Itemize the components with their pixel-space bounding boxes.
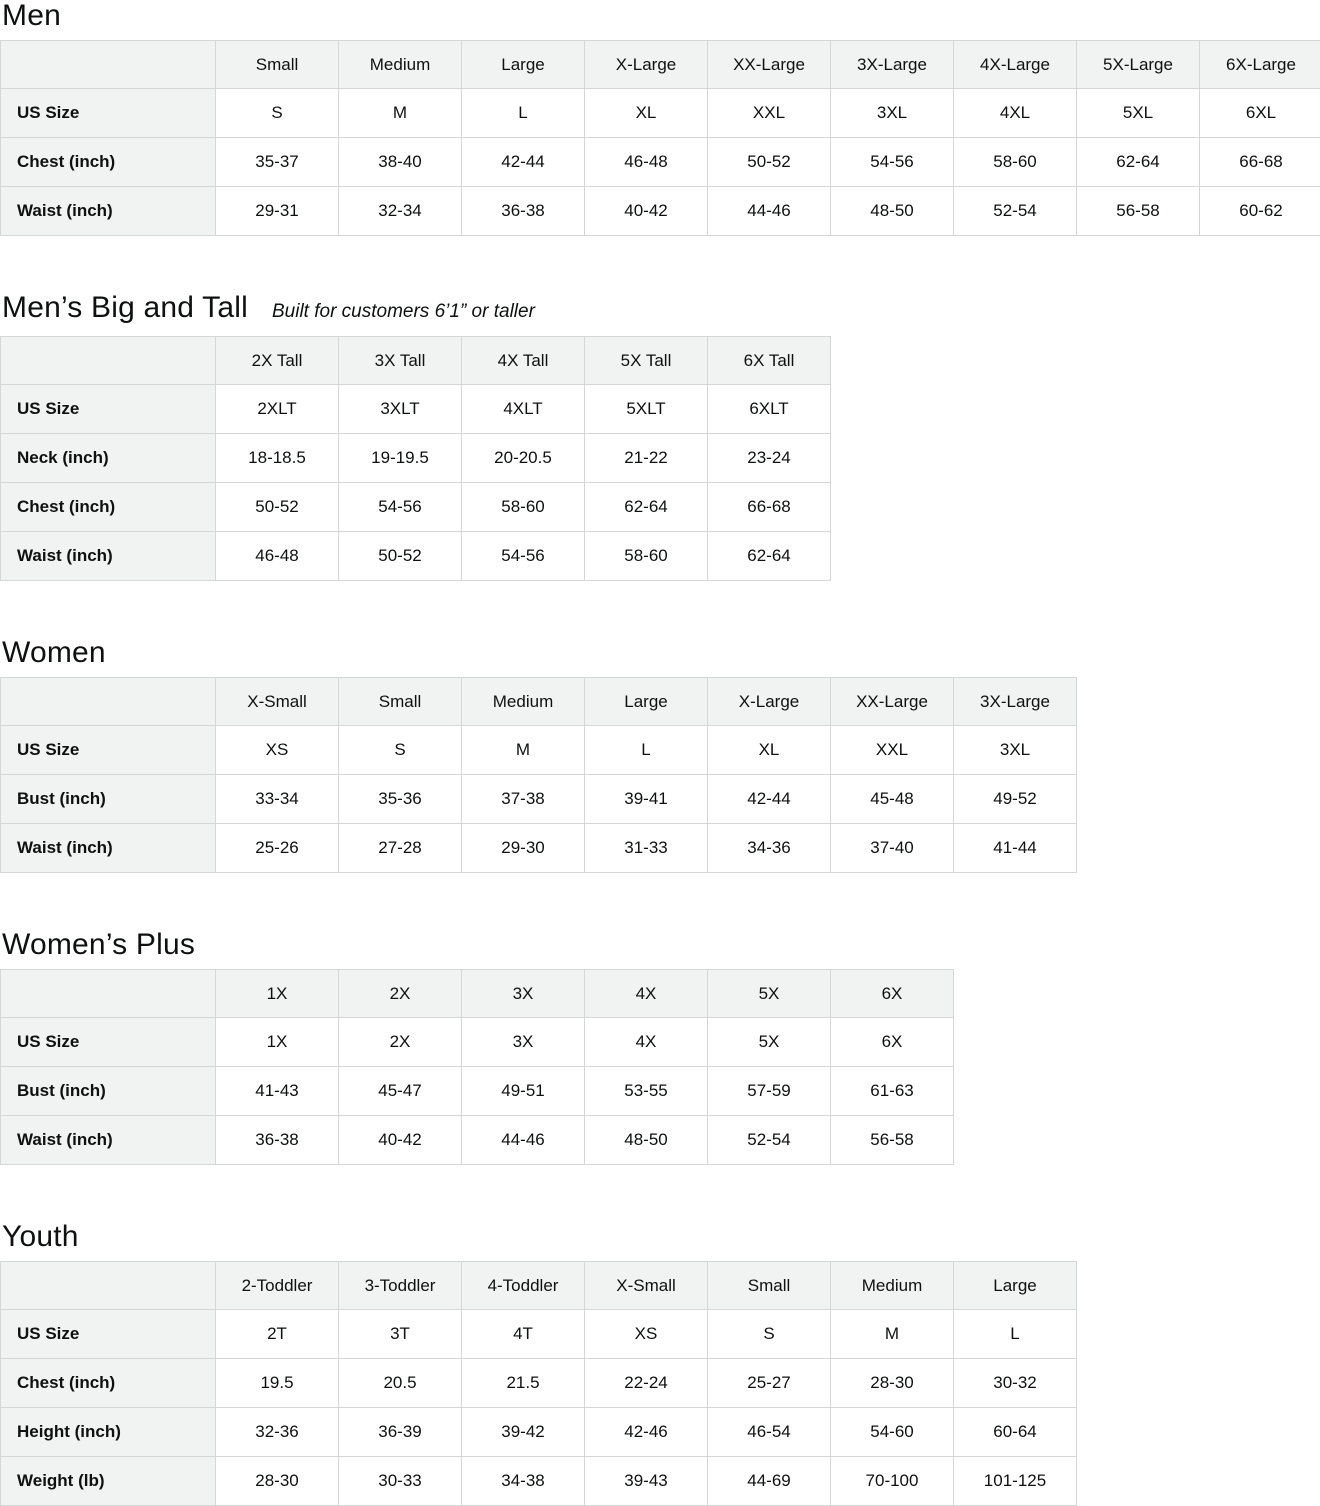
- table-cell: 62-64: [585, 483, 708, 532]
- table-cell: 54-56: [462, 532, 585, 581]
- section-title-text: Men: [2, 0, 61, 32]
- table-cell: 60-62: [1200, 187, 1320, 236]
- table-cell: 49-52: [954, 775, 1077, 824]
- table-cell: 36-39: [339, 1408, 462, 1457]
- column-header: Large: [462, 41, 585, 89]
- table-cell: 49-51: [462, 1067, 585, 1116]
- table-cell: 61-63: [831, 1067, 954, 1116]
- column-header: 3X Tall: [339, 337, 462, 385]
- table-cell: 6XL: [1200, 89, 1320, 138]
- table-cell: 6X: [831, 1018, 954, 1067]
- row-label: Height (inch): [1, 1408, 216, 1457]
- table-cell: 50-52: [339, 532, 462, 581]
- table-cell: 5XLT: [585, 385, 708, 434]
- table-cell: 52-54: [708, 1116, 831, 1165]
- table-cell: 5X: [708, 1018, 831, 1067]
- column-header: 3-Toddler: [339, 1262, 462, 1310]
- table-cell: S: [708, 1310, 831, 1359]
- table-cell: 2XLT: [216, 385, 339, 434]
- section-title: [2, 292, 1320, 328]
- row-label: US Size: [1, 726, 216, 775]
- section-title-text: Men’s Big and Tall: [2, 291, 248, 324]
- table-cell: 28-30: [831, 1359, 954, 1408]
- table-cell: 35-37: [216, 138, 339, 187]
- table-cell: 28-30: [216, 1457, 339, 1506]
- table-cell: 46-48: [216, 532, 339, 581]
- table-cell: 38-40: [339, 138, 462, 187]
- table-cell: 3XL: [954, 726, 1077, 775]
- table-cell: 34-38: [462, 1457, 585, 1506]
- column-header: 3X-Large: [954, 678, 1077, 726]
- table-row: [1, 775, 1077, 824]
- table-cell: 40-42: [339, 1116, 462, 1165]
- section-youth: [0, 1221, 1320, 1506]
- table-cell: XXL: [708, 89, 831, 138]
- table-cell: 101-125: [954, 1457, 1077, 1506]
- size-table-women: [0, 677, 1077, 873]
- table-row: [1, 824, 1077, 873]
- column-header: 5X: [708, 970, 831, 1018]
- table-cell: 25-26: [216, 824, 339, 873]
- table-cell: 33-34: [216, 775, 339, 824]
- table-cell: 50-52: [708, 138, 831, 187]
- table-cell: 37-40: [831, 824, 954, 873]
- size-table-youth: [0, 1261, 1077, 1506]
- column-header: 6X-Large: [1200, 41, 1320, 89]
- table-cell: L: [585, 726, 708, 775]
- column-header: 2-Toddler: [216, 1262, 339, 1310]
- table-row: [1, 1457, 1077, 1506]
- table-cell: 29-31: [216, 187, 339, 236]
- table-cell: XXL: [831, 726, 954, 775]
- table-cell: 35-36: [339, 775, 462, 824]
- table-row: [1, 1067, 954, 1116]
- column-header: Large: [585, 678, 708, 726]
- table-row: [1, 385, 831, 434]
- table-cell: 54-56: [831, 138, 954, 187]
- table-cell: 48-50: [831, 187, 954, 236]
- row-label: Waist (inch): [1, 187, 216, 236]
- column-header: 6X: [831, 970, 954, 1018]
- table-cell: 60-64: [954, 1408, 1077, 1457]
- row-label: US Size: [1, 89, 216, 138]
- column-header: X-Large: [585, 41, 708, 89]
- table-cell: 57-59: [708, 1067, 831, 1116]
- size-table-women-s-plus: [0, 969, 954, 1165]
- table-cell: 22-24: [585, 1359, 708, 1408]
- table-cell: 3T: [339, 1310, 462, 1359]
- row-label: Waist (inch): [1, 824, 216, 873]
- section-women: [0, 637, 1320, 873]
- column-header: Medium: [462, 678, 585, 726]
- table-cell: 23-24: [708, 434, 831, 483]
- header-row: [1, 1262, 1077, 1310]
- table-cell: 56-58: [831, 1116, 954, 1165]
- header-row: [1, 970, 954, 1018]
- column-header: Small: [708, 1262, 831, 1310]
- table-row: [1, 89, 1320, 138]
- table-cell: 29-30: [462, 824, 585, 873]
- corner-cell: [1, 970, 216, 1018]
- row-label: Waist (inch): [1, 532, 216, 581]
- column-header: 4X-Large: [954, 41, 1077, 89]
- table-row: [1, 434, 831, 483]
- table-cell: 36-38: [216, 1116, 339, 1165]
- table-cell: XL: [708, 726, 831, 775]
- table-cell: L: [462, 89, 585, 138]
- table-cell: 50-52: [216, 483, 339, 532]
- table-cell: 31-33: [585, 824, 708, 873]
- table-cell: 46-54: [708, 1408, 831, 1457]
- row-label: US Size: [1, 385, 216, 434]
- table-cell: 44-46: [462, 1116, 585, 1165]
- row-label: Chest (inch): [1, 483, 216, 532]
- table-cell: 44-46: [708, 187, 831, 236]
- column-header: X-Large: [708, 678, 831, 726]
- section-title-text: Youth: [2, 1220, 79, 1253]
- table-cell: 30-32: [954, 1359, 1077, 1408]
- table-cell: 48-50: [585, 1116, 708, 1165]
- table-cell: 58-60: [954, 138, 1077, 187]
- table-cell: XL: [585, 89, 708, 138]
- size-table-men: [0, 40, 1320, 236]
- column-header: Small: [339, 678, 462, 726]
- section-men-s-big-and-tall: [0, 292, 1320, 581]
- section-women-s-plus: [0, 929, 1320, 1165]
- table-cell: 62-64: [1077, 138, 1200, 187]
- row-label: US Size: [1, 1310, 216, 1359]
- column-header: Small: [216, 41, 339, 89]
- table-cell: 2X: [339, 1018, 462, 1067]
- table-cell: 3XLT: [339, 385, 462, 434]
- section-title: [2, 929, 1320, 961]
- table-cell: 46-48: [585, 138, 708, 187]
- column-header: 3X-Large: [831, 41, 954, 89]
- table-cell: 30-33: [339, 1457, 462, 1506]
- table-cell: 41-44: [954, 824, 1077, 873]
- table-cell: XS: [585, 1310, 708, 1359]
- table-cell: 39-43: [585, 1457, 708, 1506]
- table-cell: 32-36: [216, 1408, 339, 1457]
- table-row: [1, 532, 831, 581]
- table-row: [1, 1359, 1077, 1408]
- size-table-men-s-big-and-tall: [0, 336, 831, 581]
- table-cell: 32-34: [339, 187, 462, 236]
- table-row: [1, 726, 1077, 775]
- table-cell: 45-48: [831, 775, 954, 824]
- table-row: [1, 1310, 1077, 1359]
- row-label: US Size: [1, 1018, 216, 1067]
- table-cell: 36-38: [462, 187, 585, 236]
- table-cell: 58-60: [585, 532, 708, 581]
- table-cell: 19-19.5: [339, 434, 462, 483]
- section-subtitle: Built for customers 6’1” or taller: [272, 301, 535, 322]
- table-row: [1, 138, 1320, 187]
- corner-cell: [1, 41, 216, 89]
- table-cell: 42-46: [585, 1408, 708, 1457]
- header-row: [1, 678, 1077, 726]
- table-cell: 3X: [462, 1018, 585, 1067]
- row-label: Neck (inch): [1, 434, 216, 483]
- table-cell: S: [216, 89, 339, 138]
- column-header: X-Small: [216, 678, 339, 726]
- column-header: 6X Tall: [708, 337, 831, 385]
- table-cell: 53-55: [585, 1067, 708, 1116]
- table-cell: 19.5: [216, 1359, 339, 1408]
- column-header: Medium: [831, 1262, 954, 1310]
- table-row: [1, 483, 831, 532]
- table-cell: 62-64: [708, 532, 831, 581]
- table-cell: 41-43: [216, 1067, 339, 1116]
- table-cell: 2T: [216, 1310, 339, 1359]
- section-title: [2, 637, 1320, 669]
- table-cell: 39-42: [462, 1408, 585, 1457]
- table-cell: 52-54: [954, 187, 1077, 236]
- column-header: Medium: [339, 41, 462, 89]
- section-title-text: Women: [2, 636, 106, 669]
- table-cell: 56-58: [1077, 187, 1200, 236]
- table-cell: M: [462, 726, 585, 775]
- table-cell: 42-44: [708, 775, 831, 824]
- table-cell: 4T: [462, 1310, 585, 1359]
- row-label: Bust (inch): [1, 775, 216, 824]
- column-header: X-Small: [585, 1262, 708, 1310]
- corner-cell: [1, 1262, 216, 1310]
- column-header: 4X Tall: [462, 337, 585, 385]
- table-cell: 21.5: [462, 1359, 585, 1408]
- column-header: 2X Tall: [216, 337, 339, 385]
- row-label: Bust (inch): [1, 1067, 216, 1116]
- table-cell: 4XL: [954, 89, 1077, 138]
- column-header: 5X-Large: [1077, 41, 1200, 89]
- table-cell: 21-22: [585, 434, 708, 483]
- table-row: [1, 1408, 1077, 1457]
- row-label: Waist (inch): [1, 1116, 216, 1165]
- table-cell: 40-42: [585, 187, 708, 236]
- column-header: 4-Toddler: [462, 1262, 585, 1310]
- table-cell: 54-60: [831, 1408, 954, 1457]
- table-cell: M: [831, 1310, 954, 1359]
- table-cell: 45-47: [339, 1067, 462, 1116]
- column-header: 2X: [339, 970, 462, 1018]
- table-cell: L: [954, 1310, 1077, 1359]
- table-row: [1, 187, 1320, 236]
- column-header: 1X: [216, 970, 339, 1018]
- header-row: [1, 337, 831, 385]
- table-cell: 20-20.5: [462, 434, 585, 483]
- table-cell: 4XLT: [462, 385, 585, 434]
- table-cell: 6XLT: [708, 385, 831, 434]
- table-cell: 70-100: [831, 1457, 954, 1506]
- table-cell: 25-27: [708, 1359, 831, 1408]
- row-label: Chest (inch): [1, 1359, 216, 1408]
- table-cell: 27-28: [339, 824, 462, 873]
- table-cell: 4X: [585, 1018, 708, 1067]
- column-header: XX-Large: [831, 678, 954, 726]
- section-title-text: Women’s Plus: [2, 928, 195, 961]
- table-cell: 37-38: [462, 775, 585, 824]
- corner-cell: [1, 337, 216, 385]
- section-title: [2, 0, 1320, 32]
- table-cell: 34-36: [708, 824, 831, 873]
- row-label: Weight (lb): [1, 1457, 216, 1506]
- table-cell: 58-60: [462, 483, 585, 532]
- row-label: Chest (inch): [1, 138, 216, 187]
- table-cell: 66-68: [1200, 138, 1320, 187]
- column-header: 5X Tall: [585, 337, 708, 385]
- table-cell: 5XL: [1077, 89, 1200, 138]
- table-cell: 54-56: [339, 483, 462, 532]
- table-cell: 1X: [216, 1018, 339, 1067]
- table-row: [1, 1018, 954, 1067]
- table-cell: S: [339, 726, 462, 775]
- column-header: 4X: [585, 970, 708, 1018]
- header-row: [1, 41, 1320, 89]
- table-cell: 20.5: [339, 1359, 462, 1408]
- section-title: [2, 1221, 1320, 1253]
- section-men: [0, 0, 1320, 236]
- table-cell: 42-44: [462, 138, 585, 187]
- table-cell: 66-68: [708, 483, 831, 532]
- table-cell: 39-41: [585, 775, 708, 824]
- column-header: XX-Large: [708, 41, 831, 89]
- table-cell: XS: [216, 726, 339, 775]
- table-cell: 3XL: [831, 89, 954, 138]
- table-cell: 18-18.5: [216, 434, 339, 483]
- corner-cell: [1, 678, 216, 726]
- table-cell: 44-69: [708, 1457, 831, 1506]
- column-header: Large: [954, 1262, 1077, 1310]
- table-row: [1, 1116, 954, 1165]
- table-cell: M: [339, 89, 462, 138]
- column-header: 3X: [462, 970, 585, 1018]
